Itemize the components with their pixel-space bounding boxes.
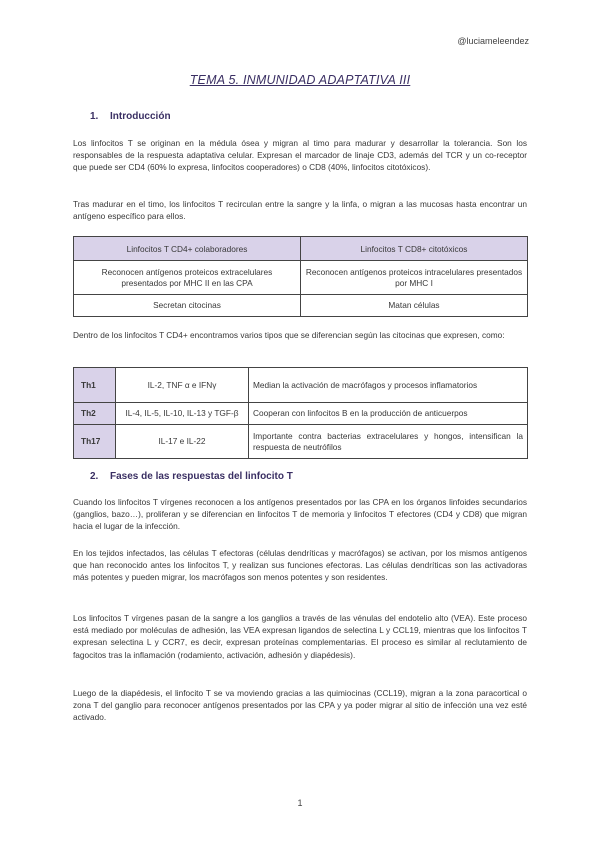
section-1-number: 1.: [90, 111, 99, 122]
cytokines-cell: IL-2, TNF α e IFNγ: [116, 368, 249, 403]
table-header-cd8: Linfocitos T CD8+ citotóxicos: [301, 237, 528, 261]
section-1-paragraph-3: Dentro de los linfocitos T CD4+ encontramos varios tipos que se diferencian según las citocinas que expresen, como:: [73, 330, 505, 340]
document-title: TEMA 5. INMUNIDAD ADAPTATIVA III: [189, 73, 411, 87]
function-cell: Median la activación de macrófagos y procesos inflamatorios: [249, 368, 528, 403]
section-2-paragraph-4: Luego de la diapédesis, el linfocito T se va moviendo gracias a las quimiocinas (CCL19), migran a la zona paracortical o zona T del ganglio para reconocer antígenos presentados por las CPA y ya poder migrar al sitio de infección una vez esté activado.: [73, 688, 527, 723]
page-number: 1: [297, 798, 303, 808]
table-row: [74, 368, 528, 403]
table-row: [74, 425, 528, 459]
table-header-cd4: Linfocitos T CD4+ colaboradores: [74, 237, 301, 261]
section-2-paragraph-1: Cuando los linfocitos T vírgenes reconocen a los antígenos presentados por las CPA en los órganos linfoides secundarios (ganglios, bazo…), proliferan y se diferencian en linfocitos T de memoria y linfocitos T efectores (CD4 y CD8) que migran hacia el lugar de la infección.: [73, 497, 527, 532]
table-cell: Reconocen antígenos proteicos intracelulares presentados por MHC I: [301, 261, 528, 295]
table-row: [74, 403, 528, 425]
section-2-paragraph-3: Los linfocitos T vírgenes pasan de la sangre a los ganglios a través de las vénulas del endotelio alto (VEA). Este proceso está mediado por moléculas de adhesión, las VEA expresan ligandos de selectina L y CCL19, mientras que los linfocitos T expresan selectina L y CCR7, es decir, expresan proteínas complementarias. El proceso es similar al reclutamiento de fagocitos tras la inflamación (rodamiento, activación, adhesión y diapédesis).: [73, 613, 527, 660]
th-subtypes-table: [73, 367, 528, 459]
table-header-row: [74, 237, 528, 261]
th-type-cell: Th17: [74, 425, 116, 459]
section-2-heading: [90, 471, 293, 482]
section-2-number: 2.: [90, 471, 99, 482]
function-cell: Importante contra bacterias extracelulares y hongos, intensifican la respuesta de neutrófilos: [249, 425, 528, 459]
section-1-heading: [90, 111, 171, 122]
section-1-title: Introducción: [110, 111, 171, 122]
cytokines-cell: IL-17 e IL-22: [116, 425, 249, 459]
section-2-title: Fases de las respuestas del linfocito T: [110, 471, 293, 482]
author-handle: @luciameleendez: [457, 36, 529, 46]
th-type-cell: Th2: [74, 403, 116, 425]
function-cell: Cooperan con linfocitos B en la producción de anticuerpos: [249, 403, 528, 425]
cd4-cd8-comparison-table: [73, 236, 528, 317]
cytokines-cell: IL-4, IL-5, IL-10, IL-13 y TGF-β: [116, 403, 249, 425]
section-1-paragraph-1: Los linfocitos T se originan en la médula ósea y migran al timo para madurar y desarrollar la tolerancia. Son los responsables de la respuesta adaptativa celular. Expresan el marcador de linaje CD3, además del TCR y un co-receptor que puede ser CD4 (60% lo expresa, linfocitos cooperadores) o CD8 (40%, linfocitos citotóxicos).: [73, 138, 527, 173]
th-type-cell: Th1: [74, 368, 116, 403]
table-cell: Reconocen antígenos proteicos extracelulares presentados por MHC II en las CPA: [74, 261, 301, 295]
table-row: [74, 261, 528, 295]
table-cell: Secretan citocinas: [74, 295, 301, 317]
table-cell: Matan células: [301, 295, 528, 317]
table-row: [74, 295, 528, 317]
section-2-paragraph-2: En los tejidos infectados, las células T efectoras (células dendríticas y macrófagos) se activan, por los mismos antígenos que han reconocido antes los linfocitos T, y realizan sus funciones efectoras. Las células dendríticas son las activadoras más potentes y pueden migrar, los macrófagos son menos potentes y son residentes.: [73, 548, 527, 583]
section-1-paragraph-2: Tras madurar en el timo, los linfocitos T recirculan entre la sangre y la linfa, o migran a las mucosas hasta encontrar un antígeno específico para ellos.: [73, 199, 527, 222]
